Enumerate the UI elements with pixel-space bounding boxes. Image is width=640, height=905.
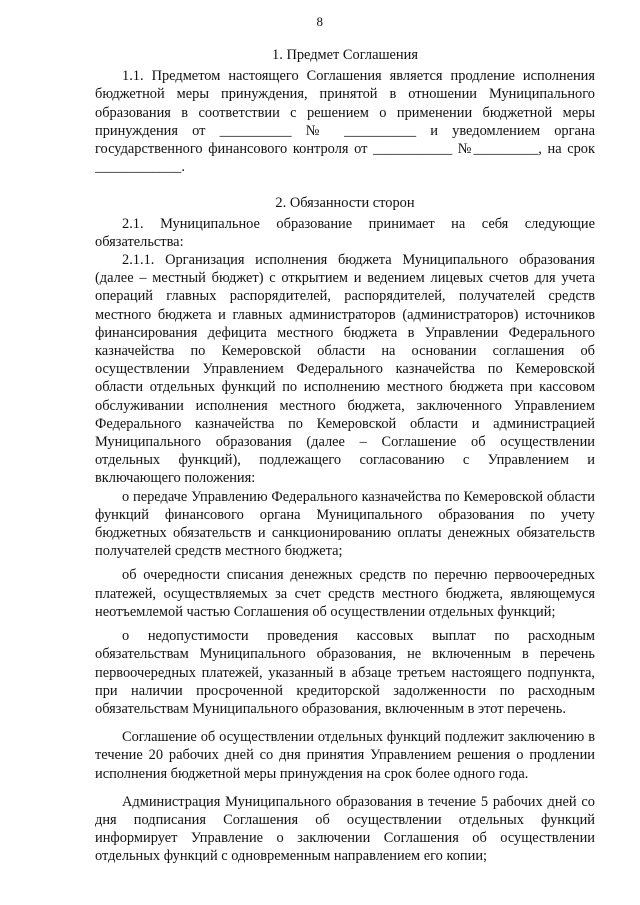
paragraph-transfer-functions: о передаче Управлению Федерального казначейства по Кемеровской области функций финансового органа Муниципального образования по учету бюджетных обязательств и санкционированию оплаты денежных обязательств получателей средств местного бюджета; [95, 488, 595, 560]
paragraph-2-1-1: 2.1.1. Организация исполнения бюджета Муниципального образования (далее – местный бюджет) с открытием и ведением лицевых счетов для учета операций главных распорядителей, распорядителей, получателей средств местного бюджета и главных администраторов (администраторов) источников финансирования дефицита местного бюджета в Управлении Федерального казначейства по Кемеровской области на основании соглашения об осуществлении Управлением Федерального казначейства по Кемеровской области отдельных функций по исполнению местного бюджета при кассовом обслуживании исполнения местного бюджета, заключенного Управлением Федерального казначейства по Кемеровской области и администрацией Муниципального образования (далее – Соглашение об осуществлении отдельных функций), подлежащего согласованию с Управлением и включающего положения: [95, 252, 595, 487]
page-number: 8 [316, 14, 324, 29]
document-body [95, 46, 595, 866]
paragraph-2-1: 2.1. Муниципальное образование принимает на себя следующие обязательства: [95, 215, 595, 250]
section-2-heading: 2. Обязанности сторон [275, 195, 415, 212]
paragraph-1-1: 1.1. Предметом настоящего Соглашения является продление исполнения бюджетной меры принуждения, принятой в отношении Муниципального образования в соответствии с решением о применении бюджетной меры принуждения от __________ № __________ и уведомлением органа государственного финансового контроля от ___________ №_________, на срок ____________. [95, 68, 595, 176]
paragraph-payment-order: об очередности списания денежных средств по перечню первоочередных платежей, осуществляемых за счет средств местного бюджета, являющемуся неотъемлемой частью Соглашения об осуществлении отдельных функций; [95, 567, 595, 620]
paragraph-administration-informs: Администрация Муниципального образования в течение 5 рабочих дней со дня подписания Соглашения об осуществлении отдельных функций информирует Управление о заключении Соглашения об осуществлении отдельных функций с одновременным направлением его копии; [95, 793, 595, 865]
section-1-heading: 1. Предмет Соглашения [272, 47, 418, 63]
paragraph-agreement-deadline: Соглашение об осуществлении отдельных функций подлежит заключению в течение 20 рабочих дней со дня принятия Управлением решения о продлении исполнения бюджетной меры принуждения на срок более одного года. [95, 729, 595, 782]
paragraph-inadmissibility: о недопустимости проведения кассовых выплат по расходным обязательствам Муниципального образования, не включенным в перечень первоочередных платежей, указанный в абзаце третьем настоящего подпункта, при наличии просроченной кредиторской задолженности по расходным обязательствам Муниципального образования, включенным в этот перечень. [95, 628, 595, 717]
